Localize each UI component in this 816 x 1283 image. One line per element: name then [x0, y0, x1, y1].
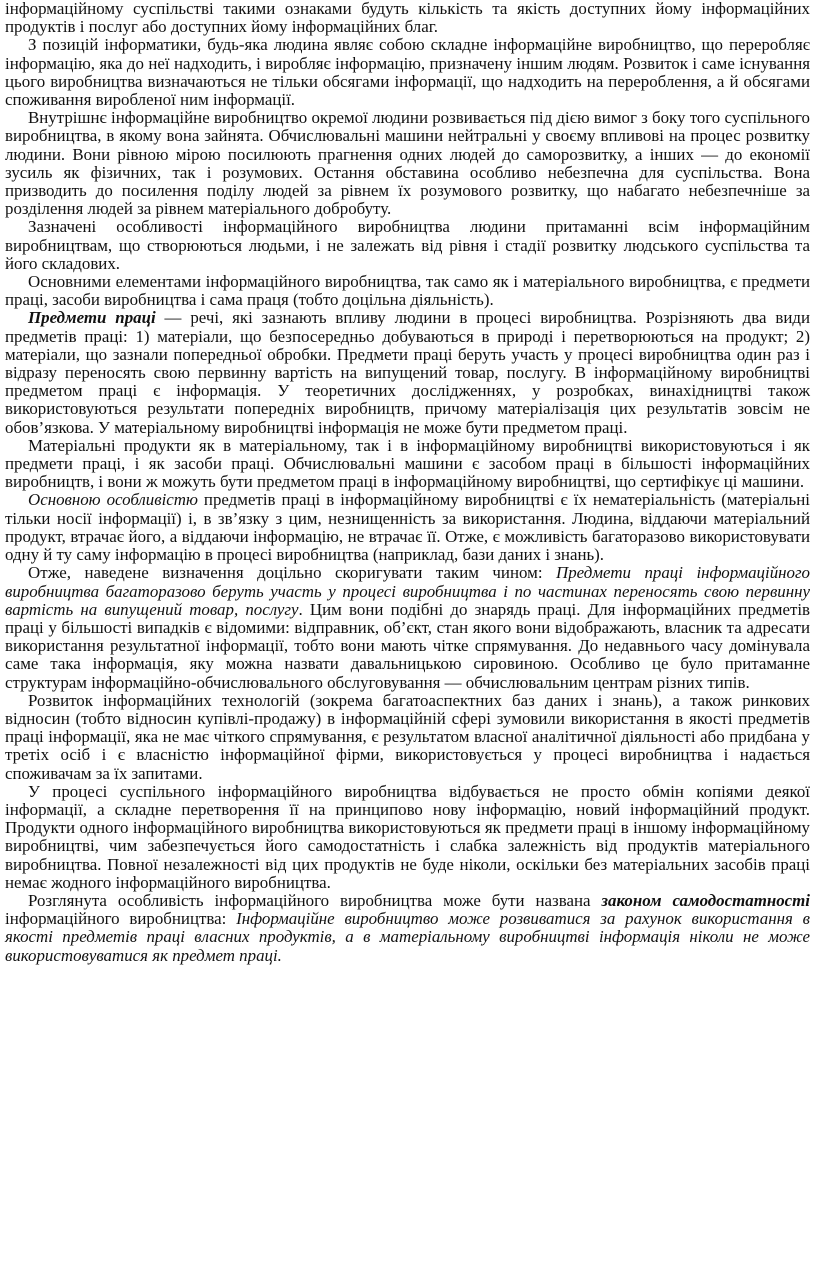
text-run: Основною особливістю: [28, 490, 198, 510]
text-run: Розвиток інформаційних технологій (зокрема багатоаспектних баз даних і знань), а також ринкових відносин (тобто відносин купівлі-продажу) в інформаційній сфері зумовили використання в якості предметів праці інформації, яка не має чіткого спрямування, є результатом власної аналітичної діяльності або придбана у третіх осіб і є власністю інформаційної фірми, використовується у процесі виробництва і надається споживачам за їх запитами.: [5, 690, 810, 783]
paragraph-11: [5, 892, 810, 965]
paragraph-8: [5, 564, 810, 691]
paragraph-2: [5, 109, 810, 218]
text-run: . Цим вони подібні до знарядь праці. Для інформаційних предметів праці у більшості випадків є відомими: відправник, об’єкт, стан якого вони відображають, власник та адресати використання результатної інформації, тобто вони мають чітке спрямування. До недавнього часу домінувала саме така інформація, яку можна назвати давальницькою сировиною. Особливо це було притаманне структурам інформаційно-обчислювального обслуговування — обчислювальним центрам різних типів.: [5, 599, 810, 692]
text-run: предметів праці в інформаційному виробництві є їх нематеріальність (матеріальні тільки носії інформації) і, в зв’язку з цим, незнищенність за використання. Людина, віддаючи матеріальний продукт, втрачає його, а віддаючи інформацію, не втрачає її. Отже, є можливість багаторазово використовувати одну й ту саму інформацію в процесі виробництва (наприклад, бази даних і знань).: [5, 490, 810, 565]
text-run: Матеріальні продукти як в матеріальному, так і в інформаційному виробництві використовуються і як предмети праці, і як засоби праці. Обчислювальні машини є засобом праці в більшості інформаційних виробництв, і вони ж можуть бути предметом праці в інформаційному виробництві, що сертифікує ці машини.: [5, 435, 810, 492]
paragraph-6: [5, 437, 810, 492]
paragraph-1: [5, 36, 810, 109]
text-run: Предмети праці інформаційного виробництва багаторазово беруть участь у процесі виробництва і по частинах переносять свою первинну вартість на випущений товар, послугу: [5, 563, 811, 619]
text-run: Інформаційне виробництво може розвиватися за рахунок використання в якості предметів праці власних продуктів, а в матеріальному виробництві інформація ніколи не може використовуватися як предмет праці.: [5, 909, 810, 965]
text-run: законом самодостатності: [601, 890, 810, 910]
paragraph-9: [5, 692, 810, 783]
paragraph-4: [5, 273, 810, 309]
text-run: Основними елементами інформаційного виробництва, так само як і матеріального виробництва, є предмети праці, засоби виробництва і сама праця (тобто доцільна діяльність).: [5, 272, 810, 310]
text-run: Внутрішнє інформаційне виробництво окремої людини розвивається під дією вимог з боку того суспільного виробництва, в якому вона зайнята. Обчислювальні машини нейтральні у своєму впливові на процес розвитку людини. Вони рівною мірою посилюють прагнення одних людей до саморозвитку, а інших — до економії зусиль як фізичних, так і розумових. Остання обставина особливо небезпечна для суспільства. Вона призводить до посилення поділу людей за рівнем їх розумового розвитку, що набагато небезпечніше за розділення людей за рівнем матеріального добробуту.: [5, 108, 810, 219]
text-run: У процесі суспільного інформаційного виробництва відбувається не просто обмін копіями деякої інформації, а складне перетворення її на принципово нову інформацію, новий інформаційний продукт. Продукти одного інформаційного виробництва використовуються як предмети праці в іншому інформаційному виробництві, чим забезпечується його самодостатність і слабка залежність від продуктів матеріального виробництва. Повної незалежності від цих продуктів не буде ніколи, оскільки без матеріальних засобів праці немає жодного інформаційного виробництва.: [5, 781, 810, 892]
paragraph-0: [5, 0, 810, 36]
paragraph-3: [5, 218, 810, 273]
text-run: Предмети праці: [28, 308, 156, 328]
paragraph-5: [5, 309, 810, 436]
text-run: Зазначені особливості інформаційного виробництва людини притаманні всім інформаційним виробництвам, що створюються людьми, і не залежать від рівня і стадії розвитку людського суспільства та його складових.: [5, 217, 810, 273]
paragraph-10: [5, 783, 810, 892]
text-run: З позицій інформатики, будь-яка людина являє собою складне інформаційне виробництво, що переробляє інформацію, яка до неї надходить, і виробляє інформацію, призначену іншим людям. Розвиток і саме існування цього виробництва визначаються не тільки обсягами інформації, що надходить на перероблення, а й обсягами споживання виробленої ним інформації.: [5, 35, 810, 110]
text-run: — речі, які зазнають впливу людини в процесі виробництва. Розрізняють два види предметів праці: 1) матеріали, що безпосередньо добуваються в природі і перетворюються на продукт; 2) матеріали, що зазнали попередньої обробки. Предмети праці беруть участь у процесі виробництва один раз і відразу переносять свою первинну вартість на випущений товар, послугу. В інформаційному виробництві предметом праці є інформація. У теоретичних дослідженнях, у розробках, винахідництві також використовуються результати попередніх виробництв, причому матеріалізація цих результатів зовсім не обов’язкова. У матеріальному виробництві інформація не може бути предметом праці.: [5, 308, 810, 437]
text-run: Розглянута особливість інформаційного виробництва може бути названа: [28, 890, 602, 910]
text-run: інформаційному суспільстві такими ознаками будуть кількість та якість доступних йому інформаційних продуктів і послуг або доступних йому інформаційних благ.: [5, 0, 810, 37]
text-run: Отже, наведене визначення доцільно скоригувати таким чином:: [28, 563, 557, 583]
paragraph-7: [5, 491, 810, 564]
text-run: інформаційного виробництва:: [5, 909, 237, 929]
